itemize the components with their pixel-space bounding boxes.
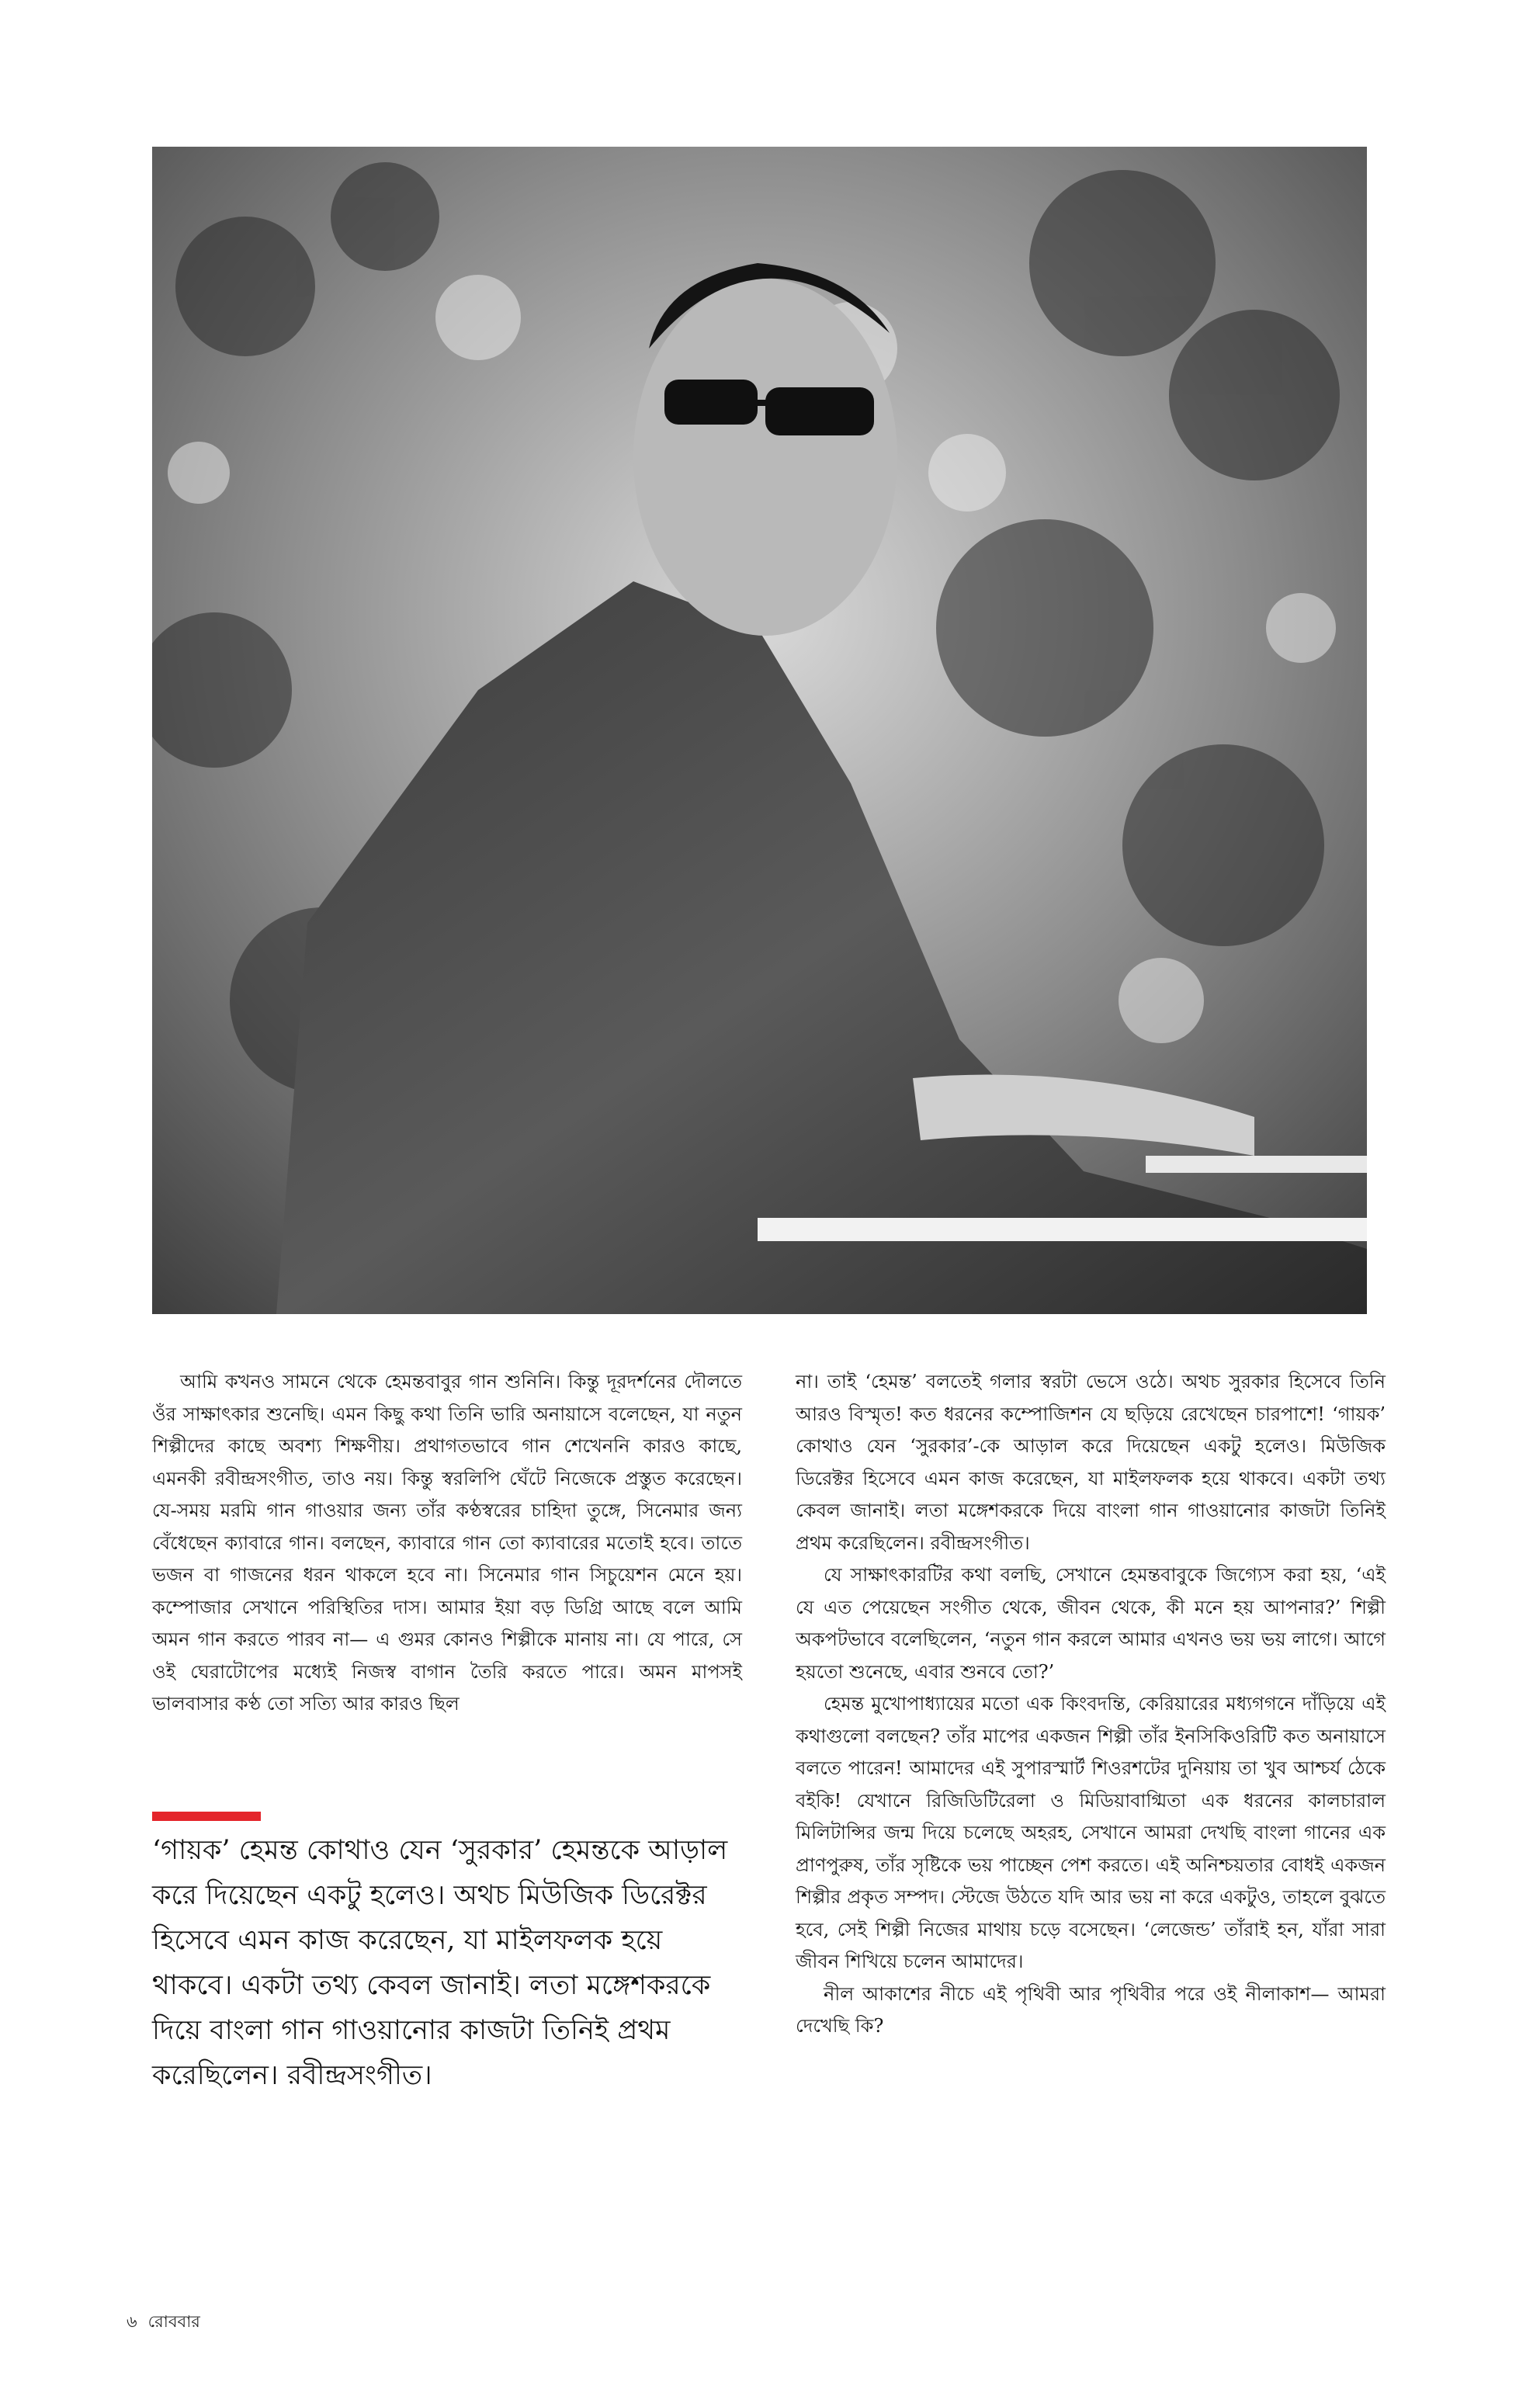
pull-quote-rule xyxy=(152,1812,261,1821)
article-left-column xyxy=(152,1366,742,1721)
portrait-photo-drawing xyxy=(152,147,1367,1314)
article-paragraph: না। তাই ‘হেমন্ত’ বলতেই গলার স্বরটা ভেসে ওঠে। অথচ সুরকার হিসেবে তিনি আরও বিস্মৃত! কত ধরনের কম্পোজিশন যে ছড়িয়ে রেখেছেন চারপাশে! ‘গায়ক’ কোথাও যেন ‘সুরকার’-কে আড়াল করে দিয়েছেন একটু হলেও। মিউজিক ডিরেক্টর হিসেবে এমন কাজ করেছেন, যা মাইলফলক হয়ে থাকবে। একটা তথ্য কেবল জানাই। লতা মঙ্গেশকরকে দিয়ে বাংলা গান গাওয়ানোর কাজটা তিনিই প্রথম করেছিলেন। রবীন্দ্রসংগীত। xyxy=(796,1371,1386,1554)
pull-quote: ‘গায়ক’ হেমন্ত কোথাও যেন ‘সুরকার’ হেমন্তকে আড়াল করে দিয়েছেন একটু হলেও। অথচ মিউজিক ডিরেক্টর হিসেবে এমন কাজ করেছেন, যা মাইলফলক হয়ে থাকবে। একটা তথ্য কেবল জানাই। লতা মঙ্গেশকরকে দিয়ে বাংলা গান গাওয়ানোর কাজটা তিনিই প্রথম করেছিলেন। রবীন্দ্রসংগীত। xyxy=(152,1835,728,2091)
article-paragraph: নীল আকাশের নীচে এই পৃথিবী আর পৃথিবীর পরে ওই নীলাকাশ— আমরা দেখেছি কি? xyxy=(796,1982,1386,2037)
portrait-photo xyxy=(152,147,1367,1314)
article-paragraph: যে সাক্ষাৎকারটির কথা বলছি, সেখানে হেমন্তবাবুকে জিগ্যেস করা হয়, ‘এই যে এত পেয়েছেন সংগীত থেকে, জীবন থেকে, কী মনে হয় আপনার?’ শিল্পী অকপটভাবে বলেছিলেন, ‘নতুন গান করলে আমার এখনও ভয় ভয় লাগে। আগে হয়তো শুনেছে, এবার শুনবে তো?’ xyxy=(796,1564,1386,1683)
article-right-column xyxy=(796,1366,1386,2043)
article-paragraph: হেমন্ত মুখোপাধ্যায়ের মতো এক কিংবদন্তি, কেরিয়ারের মধ্যগগনে দাঁড়িয়ে এই কথাগুলো বলছেন? তাঁর মাপের একজন শিল্পী তাঁর ইনসিকিওরিটি কত অনায়াসে বলতে পারেন! আমাদের এই সুপারস্মার্ট শিওরশটের দুনিয়ায় তা খুব আশ্চর্য ঠেকে বইকি! যেখানে রিজিডিটিরেলা ও মিডিয়াবাগ্মিতা এক ধরনের কালচারাল মিলিটান্সির জন্ম দিয়ে চলেছে অহরহ, সেখানে আমরা দেখছি বাংলা গানের এক প্রাণপুরুষ, তাঁর সৃষ্টিকে ভয় পাচ্ছেন পেশ করতে। এই অনিশ্চয়তার বোধই একজন শিল্পীর প্রকৃত সম্পদ। স্টেজে উঠতে যদি আর ভয় না করে একটুও, তাহলে বুঝতে হবে, সেই শিল্পী নিজের মাথায় চড়ে বসেছেন। ‘লেজেন্ড’ তাঁরাই হন, যাঁরা সারা জীবন শিখিয়ে চলেন আমাদের। xyxy=(796,1693,1386,1972)
page-number: ৬ xyxy=(127,2312,137,2331)
publication-name: রোববার xyxy=(147,2312,200,2331)
page-footer xyxy=(127,2309,211,2336)
article-paragraph: আমি কখনও সামনে থেকে হেমন্তবাবুর গান শুনিনি। কিন্তু দূরদর্শনের দৌলতে ওঁর সাক্ষাৎকার শুনেছি। এমন কিছু কথা তিনি ভারি অনায়াসে বলেছেন, যা নতুন শিল্পীদের কাছে অবশ্য শিক্ষণীয়। প্রথাগতভাবে গান শেখেননি কারও কাছে, এমনকী রবীন্দ্রসংগীত, তাও নয়। কিন্তু স্বরলিপি ঘেঁটে নিজেকে প্রস্তুত করেছেন। যে-সময় মরমি গান গাওয়ার জন্য তাঁর কণ্ঠস্বরের চাহিদা তুঙ্গে, সিনেমার জন্য বেঁধেছেন ক্যাবারে গান। বলছেন, ক্যাবারে গান তো ক্যাবারের মতোই হবে। তাতে ভজন বা গাজনের ধরন থাকলে হবে না। সিনেমার গান সিচুয়েশন মেনে হয়। কম্পোজার সেখানে পরিস্থিতির দাস। আমার ইয়া বড় ডিগ্রি আছে বলে আমি অমন গান করতে পারব না— এ গুমর কোনও শিল্পীকে মানায় না। যে পারে, সে ওই ঘেরাটোপের মধ্যেই নিজস্ব বাগান তৈরি করতে পারে। অমন মাপসই ভালবাসার কণ্ঠ তো সত্যি আর কারও ছিল xyxy=(152,1371,742,1715)
